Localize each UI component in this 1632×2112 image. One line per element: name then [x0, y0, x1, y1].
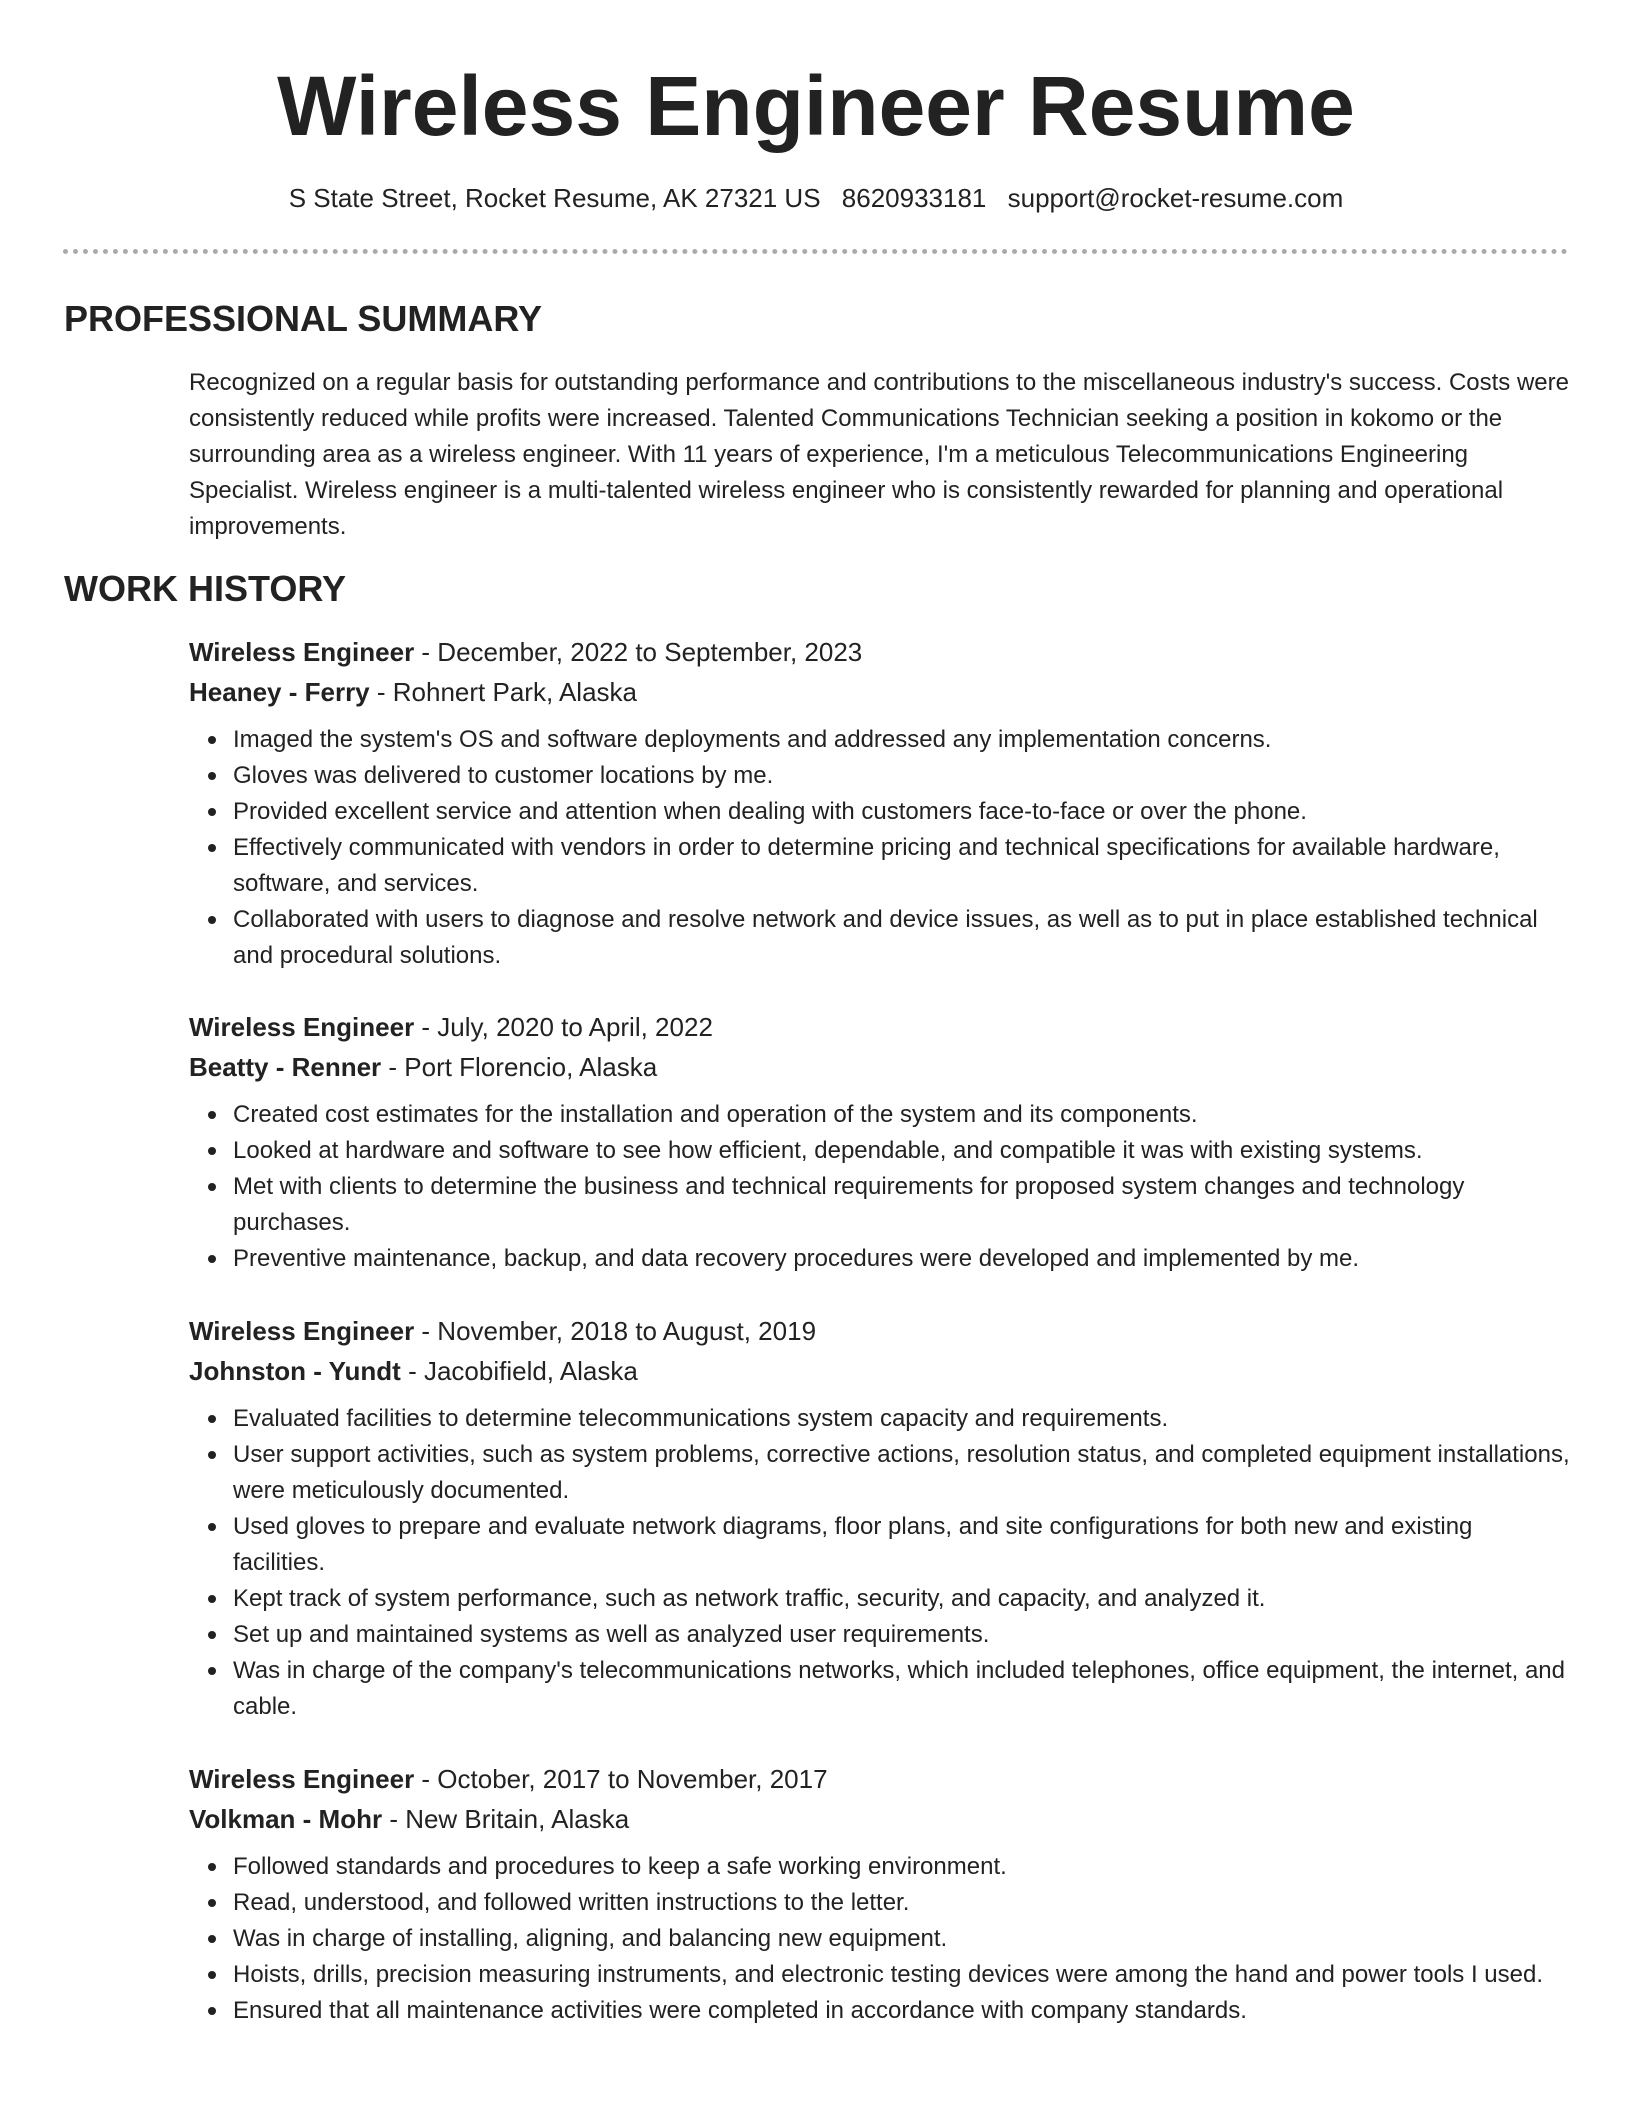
job-company-line — [189, 1799, 1571, 1839]
job-bullet: Evaluated facilities to determine telecommunications system capacity and requirements. — [233, 1401, 1571, 1437]
job-location: - New Britain, Alaska — [382, 1804, 630, 1834]
resume-title: Wireless Engineer Resume — [277, 59, 1355, 153]
job-bullet-list — [189, 1849, 1571, 2029]
summary-heading: PROFESSIONAL SUMMARY — [64, 298, 543, 339]
contact-phone: 8620933181 — [841, 183, 987, 213]
job-title: Wireless Engineer — [189, 637, 415, 667]
job-location: - Rohnert Park, Alaska — [369, 677, 637, 707]
job-bullet: Imaged the system's OS and software deployments and addressed any implementation concerns. — [233, 722, 1571, 758]
job-bullet: Kept track of system performance, such as network traffic, security, and capacity, and analyzed it. — [233, 1581, 1571, 1617]
job-location: - Jacobifield, Alaska — [400, 1356, 638, 1386]
job-bullet: User support activities, such as system problems, corrective actions, resolution status, and completed equipment installations, were meticulously documented. — [233, 1437, 1571, 1509]
job-title-line — [189, 1007, 1571, 1047]
job-company: Beatty - Renner — [189, 1052, 382, 1082]
job-bullet-list — [189, 1097, 1571, 1277]
job-title-line — [189, 1759, 1571, 1799]
summary-text: Recognized on a regular basis for outstanding performance and contributions to the miscellaneous industry's success. Costs were consistently reduced while profits were increased. Talented Communications Technician seeking a position in kokomo or the surrounding area as a wireless engineer. With 11 years of experience, I'm a meticulous Telecommunications Engineering Specialist. Wireless engineer is a multi-talented wireless engineer who is consistently rewarded for planning and operational improvements. — [189, 369, 1569, 540]
job-bullet: Followed standards and procedures to keep a safe working environment. — [233, 1849, 1571, 1885]
job-company-line — [189, 672, 1571, 712]
job-bullet: Gloves was delivered to customer locations by me. — [233, 758, 1571, 794]
job-company-line — [189, 1351, 1571, 1391]
job-bullet: Provided excellent service and attention when dealing with customers face-to-face or over the phone. — [233, 794, 1571, 830]
job-bullet: Preventive maintenance, backup, and data recovery procedures were developed and implemented by me. — [233, 1241, 1571, 1277]
job-bullet: Hoists, drills, precision measuring instruments, and electronic testing devices were among the hand and power tools I used. — [233, 1957, 1571, 1993]
job-bullet-list — [189, 1401, 1571, 1725]
job-bullet: Met with clients to determine the business and technical requirements for proposed system changes and technology purchases. — [233, 1169, 1571, 1241]
job-bullet: Effectively communicated with vendors in order to determine pricing and technical specifications for available hardware, software, and services. — [233, 830, 1571, 902]
job-entry — [189, 1311, 1571, 1725]
job-entry — [189, 632, 1571, 974]
job-bullet: Looked at hardware and software to see how efficient, dependable, and compatible it was with existing systems. — [233, 1133, 1571, 1169]
job-entry — [189, 1007, 1571, 1277]
job-dates: - November, 2018 to August, 2019 — [414, 1316, 817, 1346]
job-company-line — [189, 1047, 1571, 1087]
job-bullet: Ensured that all maintenance activities were completed in accordance with company standards. — [233, 1993, 1571, 2029]
contact-email: support@rocket-resume.com — [1007, 183, 1344, 213]
job-bullet: Collaborated with users to diagnose and resolve network and device issues, as well as to put in place established technical and procedural solutions. — [233, 902, 1571, 974]
job-bullet-list — [189, 722, 1571, 974]
job-title: Wireless Engineer — [189, 1316, 415, 1346]
job-company: Johnston - Yundt — [189, 1356, 401, 1386]
header-divider — [63, 249, 1568, 254]
job-dates: - October, 2017 to November, 2017 — [414, 1764, 828, 1794]
job-entry — [189, 1759, 1571, 2029]
work-history-heading: WORK HISTORY — [64, 568, 347, 609]
job-bullet: Used gloves to prepare and evaluate network diagrams, floor plans, and site configurations for both new and existing facilities. — [233, 1509, 1571, 1581]
job-bullet: Set up and maintained systems as well as analyzed user requirements. — [233, 1617, 1571, 1653]
job-company: Heaney - Ferry — [189, 677, 370, 707]
job-title: Wireless Engineer — [189, 1012, 415, 1042]
contact-address: S State Street, Rocket Resume, AK 27321 US — [288, 183, 821, 213]
job-dates: - July, 2020 to April, 2022 — [414, 1012, 713, 1042]
job-title: Wireless Engineer — [189, 1764, 415, 1794]
job-bullet: Read, understood, and followed written instructions to the letter. — [233, 1885, 1571, 1921]
job-dates: - December, 2022 to September, 2023 — [414, 637, 863, 667]
job-title-line — [189, 1311, 1571, 1351]
job-company: Volkman - Mohr — [189, 1804, 383, 1834]
contact-line — [0, 180, 1632, 216]
job-bullet: Was in charge of the company's telecommunications networks, which included telephones, office equipment, the internet, and cable. — [233, 1653, 1571, 1725]
job-bullet: Created cost estimates for the installation and operation of the system and its components. — [233, 1097, 1571, 1133]
job-title-line — [189, 632, 1571, 672]
job-bullet: Was in charge of installing, aligning, and balancing new equipment. — [233, 1921, 1571, 1957]
job-location: - Port Florencio, Alaska — [381, 1052, 658, 1082]
